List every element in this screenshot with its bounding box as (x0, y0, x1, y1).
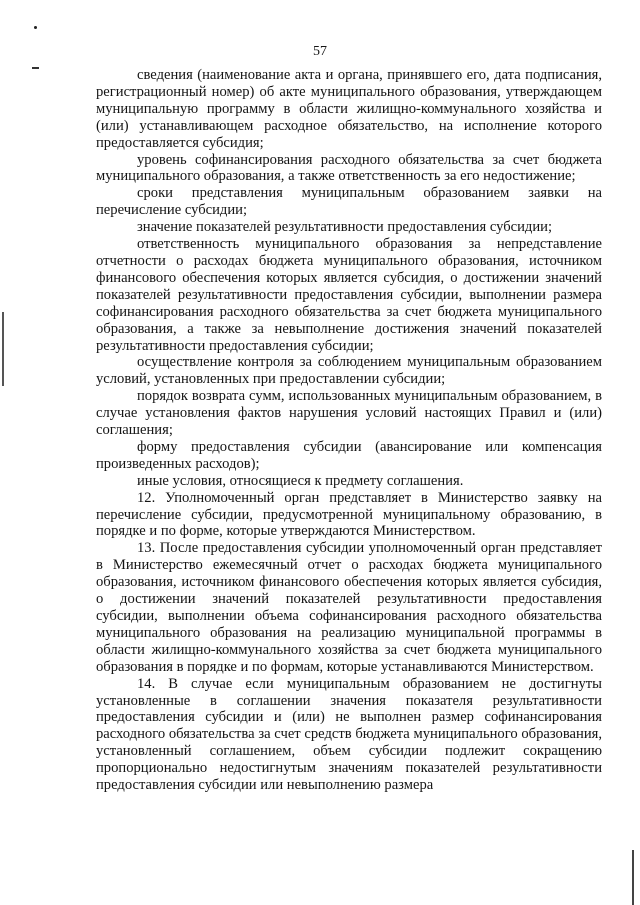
page-number: 57 (313, 44, 327, 59)
paragraph-performance-indicators: значение показателей результативности предоставления субсидии; (137, 219, 553, 236)
paragraph-clause-14: 14. В случае если муниципальным образованием не достигнуты установленные в соглашении значения показателя результативности предоставления субсидии и (или) не выполнен размер софинансирования расходного обязательства за счет средств бюджета муниципального образования, установленный соглашением, объем субсидии подлежит сокращению пропорционально недостигнутым значениям показателей результативности предоставления субсидии или невыполнению размера (96, 675, 602, 794)
paragraph-subsidy-form: форму предоставления субсидии (авансирование или компенсация произведенных расходов); (96, 438, 602, 472)
paragraph-reporting-responsibility: ответственность муниципального образования за непредставление отчетности о расходах бюджета муниципального образования, источником финансового обеспечения которых является субсидия, о достижении значений показателей результативности предоставления субсидии, выполнении размера софинансирования расходного обязательства за счет бюджета муниципального образования, а также за невыполнение достижения значений показателей результативности предоставления субсидии; (96, 236, 602, 354)
document-body (96, 67, 602, 794)
paragraph-cofinancing-level: уровень софинансирования расходного обязательства за счет бюджета муниципального образования, а также ответственность за его недостижение; (96, 151, 602, 185)
paragraph-application-deadlines: сроки представления муниципальным образованием заявки на перечисление субсидии; (96, 185, 602, 219)
paragraph-refund-procedure: порядок возврата сумм, использованных муниципальным образованием, в случае установления фактов нарушения условий настоящих Правил и (или) соглашения; (96, 388, 602, 439)
paragraph-compliance-control: осуществление контроля за соблюдением муниципальным образованием условий, установленных при предоставлении субсидии; (96, 354, 602, 388)
scan-speck (34, 26, 37, 29)
paragraph-clause-13: 13. После предоставления субсидии уполномоченный орган представляет в Министерство ежемесячный отчет о расходах бюджета муниципального образования, источником финансового обеспечения которых является субсидия, о достижении значений показателей результативности предоставления субсидии, выполнении объема софинансирования расходного обязательства муниципального образования на реализацию муниципальной программы в области жилищно-коммунального хозяйства за счет бюджета муниципального образования в порядке и по формам, которые устанавливаются Министерством. (96, 540, 602, 675)
scan-margin-line-right (632, 850, 634, 905)
paragraph-clause-12: 12. Уполномоченный орган представляет в Министерство заявку на перечисление субсидии, предусмотренной муниципальному образованию, в порядке и по форме, которые утверждаются Министерством. (96, 489, 602, 540)
paragraph-act-info: сведения (наименование акта и органа, принявшего его, дата подписания, регистрационный номер) об акте муниципального образования, утверждающем муниципальную программу в области жилищно-коммунального хозяйства и (или) устанавливающем расходное обязательство, на исполнение которого предоставляется субсидия; (96, 67, 602, 151)
scan-margin-line-left (2, 312, 4, 386)
paragraph-other-conditions: иные условия, относящиеся к предмету соглашения. (137, 472, 464, 489)
scan-mark (32, 67, 39, 69)
